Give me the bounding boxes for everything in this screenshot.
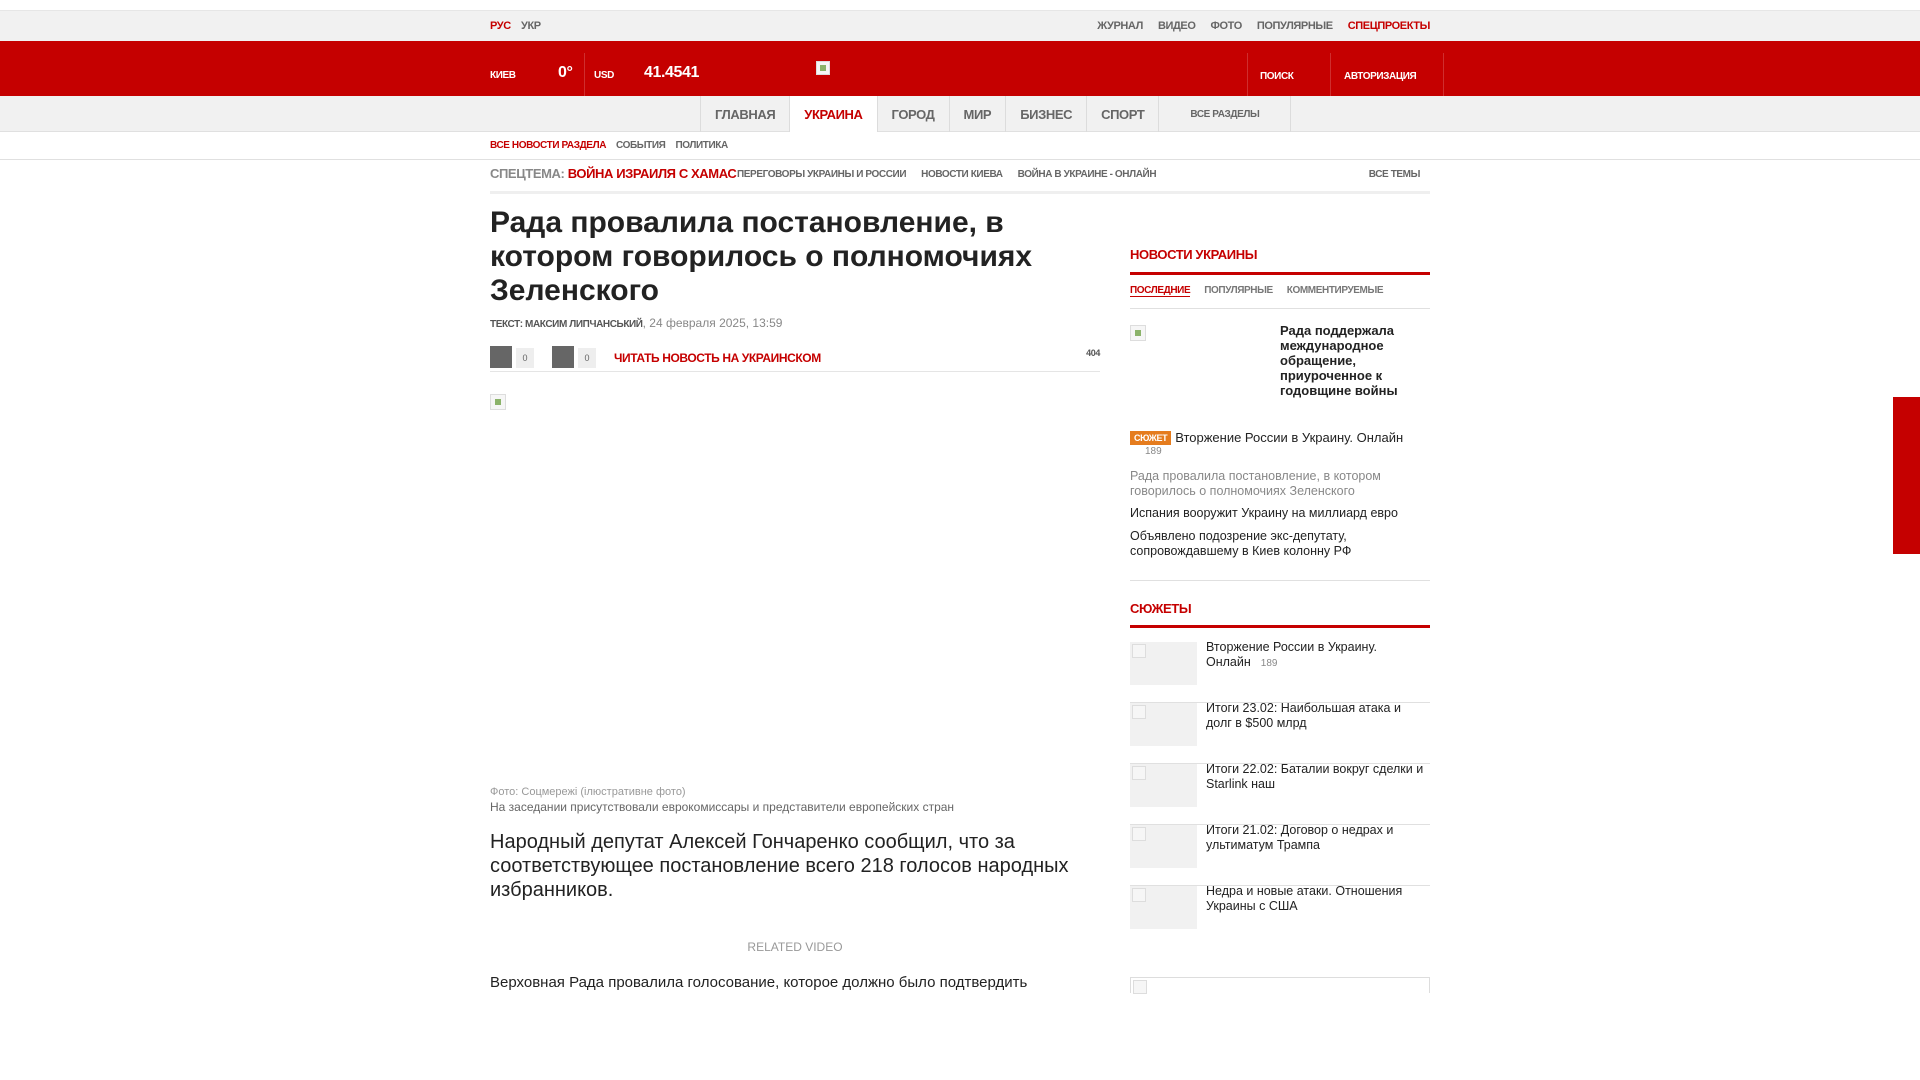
theme-link-kyiv-news[interactable]: НОВОСТИ КИЕВА bbox=[921, 169, 1003, 180]
article bbox=[490, 206, 1100, 372]
read-in-ukrainian-link[interactable]: ЧИТАТЬ НОВОСТЬ НА УКРАИНСКОМ bbox=[614, 351, 821, 365]
sidebar-tab-latest[interactable]: ПОСЛЕДНИЕ bbox=[1130, 285, 1191, 296]
plot-text[interactable] bbox=[1206, 640, 1428, 671]
search-link[interactable]: ПОИСК bbox=[1260, 71, 1294, 82]
header-divider bbox=[1330, 53, 1331, 96]
special-theme-prefix: СПЕЦТЕМА: bbox=[490, 166, 565, 181]
sidebar-plots-title[interactable]: СЮЖЕТЫ bbox=[1130, 601, 1192, 616]
share-count: 0 bbox=[516, 348, 534, 368]
header-divider bbox=[1443, 53, 1444, 96]
plot-thumbnail[interactable] bbox=[1130, 825, 1197, 868]
article-paragraph: Верховная Рада провалила голосование, которое должно было подтвердить bbox=[490, 974, 1028, 991]
article-author[interactable]: ТЕКСТ: МАКСИМ ЛИПЧАНСЬКИЙ bbox=[490, 319, 643, 330]
story-count: 189 bbox=[1145, 446, 1162, 457]
site-header bbox=[0, 41, 1920, 96]
sidebar-news-item[interactable]: Испания вооружит Украину на миллиард евро bbox=[1130, 506, 1398, 520]
top-nav bbox=[1097, 20, 1430, 32]
weather-city[interactable]: КИЕВ bbox=[490, 70, 516, 81]
view-count: 404 bbox=[1086, 348, 1100, 358]
theme-link-war-online[interactable]: ВОЙНА В УКРАИНЕ - ОНЛАЙН bbox=[1017, 169, 1157, 180]
top-utility-bar bbox=[0, 11, 1920, 41]
subnav-politics[interactable]: ПОЛИТИКА bbox=[675, 140, 728, 151]
section-subnav bbox=[0, 132, 1920, 160]
sidebar-tab-commented[interactable]: КОММЕНТИРУЕМЫЕ bbox=[1286, 285, 1384, 296]
currency-rate: 41.4541 bbox=[644, 64, 700, 81]
tab-sport[interactable]: СПОРТ bbox=[1086, 96, 1158, 132]
special-theme bbox=[490, 166, 736, 181]
plot-thumbnail[interactable] bbox=[1130, 642, 1197, 685]
currency-code: USD bbox=[594, 70, 614, 81]
plot-text[interactable] bbox=[1206, 823, 1428, 853]
plot-thumbnail[interactable] bbox=[1130, 703, 1197, 746]
sidebar-news-tabs bbox=[1130, 285, 1383, 297]
top-story-thumbnail[interactable] bbox=[1130, 325, 1146, 341]
subnav-all-news[interactable]: ВСЕ НОВОСТИ РАЗДЕЛА bbox=[490, 140, 607, 151]
top-nav-journal[interactable]: ЖУРНАЛ bbox=[1097, 20, 1143, 32]
top-story-title[interactable]: Рада поддержала международное обращение, приуроченное к годовщине войны bbox=[1280, 323, 1398, 398]
plot-text[interactable] bbox=[1206, 701, 1428, 731]
top-nav-photo[interactable]: ФОТО bbox=[1210, 20, 1242, 32]
side-feedback-tab[interactable] bbox=[1893, 397, 1920, 554]
plot-item[interactable] bbox=[1130, 886, 1430, 947]
tab-world[interactable]: МИР bbox=[949, 96, 1006, 132]
article-headline: Рада провалила постановление, в котором говорилось о полномочиях Зеленского bbox=[490, 206, 1033, 307]
plot-title[interactable]: Итоги 23.02: Наибольшая атака и долг в $500 млрд bbox=[1206, 701, 1401, 730]
tab-main[interactable]: ГЛАВНАЯ bbox=[700, 96, 789, 132]
lang-ua-link[interactable]: УКР bbox=[521, 20, 541, 32]
sidebar-news-title[interactable]: НОВОСТИ УКРАИНЫ bbox=[1130, 247, 1258, 262]
share-row bbox=[490, 346, 1100, 372]
subnav-events[interactable]: СОБЫТИЯ bbox=[616, 140, 666, 151]
top-strip bbox=[0, 0, 1920, 11]
article-date: 24 февраля 2025, 13:59 bbox=[649, 316, 783, 330]
site-logo[interactable] bbox=[816, 61, 830, 75]
top-nav-special-projects[interactable]: СПЕЦПРОЕКТЫ bbox=[1347, 20, 1430, 32]
plot-count: 189 bbox=[1260, 658, 1278, 669]
plot-item[interactable] bbox=[1130, 825, 1430, 886]
plot-thumbnail[interactable] bbox=[1130, 886, 1197, 929]
sidebar-banner[interactable] bbox=[1130, 977, 1430, 993]
all-topics-link[interactable]: ВСЕ ТЕМЫ bbox=[1368, 169, 1420, 180]
sidebar-story-link[interactable] bbox=[1130, 430, 1430, 445]
share-facebook-icon[interactable] bbox=[490, 346, 512, 368]
top-nav-popular[interactable]: ПОПУЛЯРНЫЕ bbox=[1256, 20, 1333, 32]
plot-item[interactable] bbox=[1130, 703, 1430, 764]
lang-ru-link[interactable]: РУС bbox=[490, 20, 511, 32]
header-divider bbox=[1247, 53, 1248, 96]
special-theme-link[interactable]: ВОЙНА ИЗРАИЛЯ С ХАМАС bbox=[567, 166, 737, 181]
theme-link-negotiations[interactable]: ПЕРЕГОВОРЫ УКРАИНЫ И РОССИИ bbox=[737, 169, 907, 180]
share-count: 0 bbox=[578, 348, 596, 368]
photo-caption: На заседании присутствовали еврокомиссары и представители европейских стран bbox=[490, 800, 955, 814]
sidebar-news-item[interactable]: Объявлено подозрение экс-депутату, сопровождавшему в Киев колонну РФ bbox=[1130, 529, 1352, 558]
top-nav-video[interactable]: ВИДЕО bbox=[1157, 20, 1196, 32]
story-badge: СЮЖЕТ bbox=[1130, 431, 1171, 445]
plot-text[interactable] bbox=[1206, 762, 1428, 792]
article-photo bbox=[490, 394, 506, 410]
photo-source: Фото: Соцмережі (ілюстративне фото) bbox=[490, 786, 686, 798]
plot-title[interactable]: Недра и новые атаки. Отношения Украины с США bbox=[1206, 884, 1403, 913]
weather-temperature: 0° bbox=[558, 64, 573, 81]
sidebar-tabs-divider bbox=[1130, 308, 1430, 309]
plot-title[interactable]: Вторжение России в Украину. Онлайн bbox=[1206, 640, 1377, 669]
login-link[interactable]: АВТОРИЗАЦИЯ bbox=[1344, 71, 1417, 82]
plot-title[interactable]: Итоги 21.02: Договор о недрах и ультиматум Трампа bbox=[1206, 823, 1394, 852]
sidebar-tab-popular[interactable]: ПОПУЛЯРНЫЕ bbox=[1204, 285, 1273, 296]
article-meta bbox=[490, 316, 1100, 330]
tab-ukraine[interactable]: УКРАИНА bbox=[789, 96, 876, 132]
tab-all-sections[interactable]: ВСЕ РАЗДЕЛЫ bbox=[1158, 96, 1291, 132]
main-nav bbox=[0, 96, 1920, 132]
plot-text[interactable] bbox=[1206, 884, 1428, 914]
sidebar-red-rule bbox=[1130, 272, 1430, 275]
tab-business[interactable]: БИЗНЕС bbox=[1005, 96, 1086, 132]
plot-title[interactable]: Итоги 22.02: Баталии вокруг сделки и Starlink наш bbox=[1206, 762, 1424, 791]
tab-city[interactable]: ГОРОД bbox=[877, 96, 949, 132]
story-label[interactable]: Вторжение России в Украину. Онлайн bbox=[1175, 430, 1404, 445]
article-lead: Народный депутат Алексей Гончаренко сообщил, что за соответствующее постановление всего 218 голосов народных избранников. bbox=[490, 831, 1069, 901]
meta-separator: , bbox=[642, 316, 650, 330]
plot-thumbnail[interactable] bbox=[1130, 764, 1197, 807]
plot-item[interactable] bbox=[1130, 642, 1430, 703]
plot-item[interactable] bbox=[1130, 764, 1430, 825]
share-telegram-icon[interactable] bbox=[552, 346, 574, 368]
sidebar-news-item[interactable]: Рада провалила постановление, в котором говорилось о полномочиях Зеленского bbox=[1130, 469, 1381, 498]
special-themes-bar bbox=[490, 160, 1430, 194]
sidebar-red-rule bbox=[1130, 625, 1430, 628]
sidebar-divider bbox=[1130, 580, 1430, 581]
related-video-label: RELATED VIDEO bbox=[747, 940, 843, 954]
header-divider bbox=[584, 53, 585, 96]
